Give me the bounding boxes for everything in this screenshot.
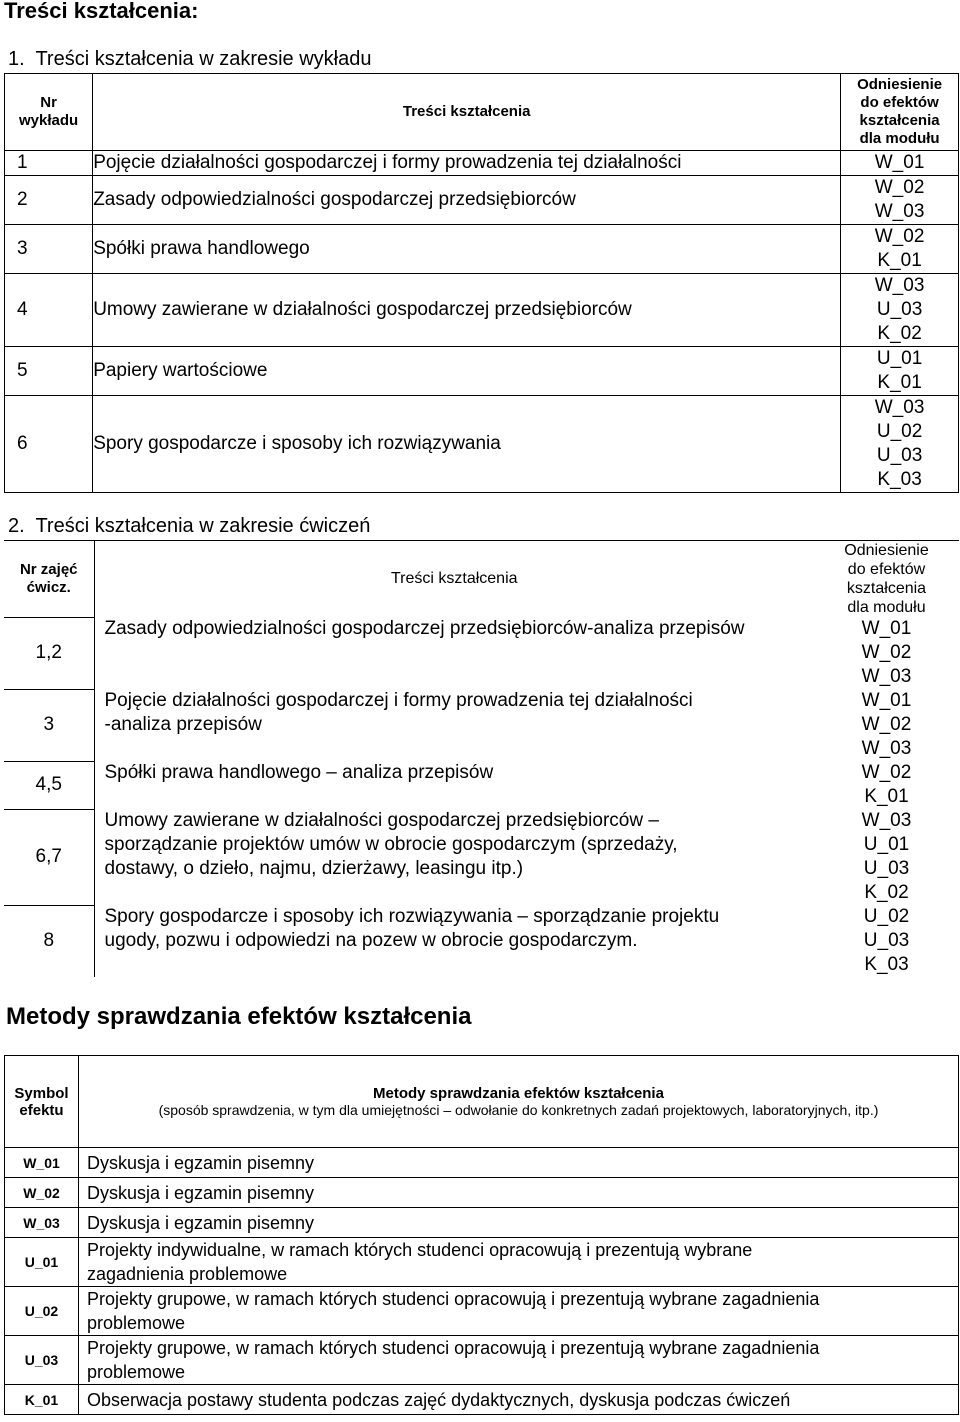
exercises-table bbox=[4, 540, 959, 977]
lecture-code: U_03 bbox=[876, 445, 923, 466]
lecture-row bbox=[5, 151, 959, 176]
exercise-code: W_03 bbox=[861, 666, 912, 687]
method-text-line: Projekty indywidualne, w ramach których studenci opracowują i prezentują wybrane bbox=[86, 1240, 753, 1260]
lecture-code: W_02 bbox=[874, 177, 925, 198]
method-row bbox=[5, 1208, 959, 1238]
exercises-col-content: Treści kształcenia bbox=[390, 570, 518, 587]
exercise-content-line: Umowy zawierane w działalności gospodarczej przedsiębiorców – bbox=[104, 810, 659, 831]
exercises-col-nr-line: ćwicz. bbox=[26, 578, 71, 596]
exercise-code: W_03 bbox=[861, 738, 912, 759]
lectures-heading-text: Treści kształcenia w zakresie wykładu bbox=[35, 48, 372, 70]
exercises-heading-number: 2. bbox=[8, 515, 25, 537]
method-text-line: Dyskusja i egzamin pisemny bbox=[86, 1212, 315, 1233]
exercise-codes bbox=[814, 617, 959, 689]
exercise-content bbox=[94, 905, 814, 977]
method-text bbox=[78, 1208, 958, 1238]
exercise-content bbox=[94, 617, 814, 689]
lecture-code: K_03 bbox=[877, 469, 922, 490]
exercises-heading-text: Treści kształcenia w zakresie ćwiczeń bbox=[35, 515, 371, 537]
lectures-col-ref-line: kształcenia bbox=[859, 112, 940, 129]
exercise-codes bbox=[814, 905, 959, 977]
exercise-row bbox=[4, 617, 959, 689]
methods-col-symbol-line: efektu bbox=[19, 1101, 64, 1119]
exercise-codes bbox=[814, 809, 959, 905]
lecture-code: W_03 bbox=[874, 201, 925, 222]
exercise-code: W_03 bbox=[861, 810, 912, 831]
method-text-line: Obserwacja postawy studenta podczas zajęć dydaktycznych, dyskusja podczas ćwiczeń bbox=[86, 1389, 791, 1410]
exercise-row bbox=[4, 809, 959, 905]
lecture-row bbox=[5, 347, 959, 396]
lecture-content: Umowy zawierane w działalności gospodarczej przedsiębiorców bbox=[93, 274, 841, 347]
method-text-line: Projekty grupowe, w ramach których studenci opracowują i prezentują wybrane zagadnienia bbox=[86, 1338, 820, 1358]
method-symbol: K_01 bbox=[5, 1385, 79, 1415]
lecture-nr: 6 bbox=[5, 396, 93, 493]
lectures-col-content: Treści kształcenia bbox=[93, 74, 841, 151]
lecture-codes bbox=[841, 151, 959, 176]
methods-col-header bbox=[78, 1056, 958, 1148]
method-text-line: problemowe bbox=[86, 1313, 186, 1333]
exercise-codes bbox=[814, 761, 959, 809]
methods-col-title: Metody sprawdzania efektów kształcenia bbox=[373, 1085, 664, 1102]
method-text-line: problemowe bbox=[86, 1362, 186, 1382]
lecture-content: Papiery wartościowe bbox=[93, 347, 841, 396]
exercise-code: U_01 bbox=[863, 834, 910, 855]
exercise-content-line: -analiza przepisów bbox=[104, 714, 262, 735]
method-symbol: W_01 bbox=[5, 1148, 79, 1178]
methods-col-symbol bbox=[5, 1056, 79, 1148]
methods-heading: Metody sprawdzania efektów kształcenia bbox=[6, 1003, 472, 1030]
exercise-nr: 8 bbox=[4, 905, 94, 977]
method-row bbox=[5, 1238, 959, 1287]
lecture-code: U_03 bbox=[876, 299, 923, 320]
method-text-line: zagadnienia problemowe bbox=[86, 1264, 288, 1284]
lecture-codes bbox=[841, 176, 959, 225]
lecture-content: Spory gospodarcze i sposoby ich rozwiązywania bbox=[93, 396, 841, 493]
exercise-content-line: Spory gospodarcze i sposoby ich rozwiązywania – sporządzanie projektu bbox=[104, 906, 720, 927]
exercise-content-line: Spółki prawa handlowego – analiza przepisów bbox=[104, 762, 494, 783]
methods-col-subtitle: (sposób sprawdzenia, w tym dla umiejętności – odwołanie do konkretnych zadań projektowych, laboratoryjnych, itp.) bbox=[158, 1102, 879, 1118]
lecture-nr: 4 bbox=[5, 274, 93, 347]
method-row bbox=[5, 1178, 959, 1208]
lecture-content: Pojęcie działalności gospodarczej i formy prowadzenia tej działalności bbox=[93, 151, 841, 176]
lecture-code: W_03 bbox=[874, 397, 925, 418]
lectures-heading-number: 1. bbox=[8, 48, 25, 70]
exercises-col-nr bbox=[4, 541, 94, 618]
lectures-col-ref bbox=[841, 74, 959, 151]
exercise-code: W_02 bbox=[861, 714, 912, 735]
lecture-codes bbox=[841, 274, 959, 347]
exercise-code: W_02 bbox=[861, 642, 912, 663]
method-symbol: U_01 bbox=[5, 1238, 79, 1287]
method-text bbox=[78, 1148, 958, 1178]
exercise-code: W_01 bbox=[861, 690, 912, 711]
lectures-col-ref-line: Odniesienie bbox=[857, 76, 943, 93]
lectures-table bbox=[4, 73, 959, 493]
exercises-col-ref bbox=[814, 541, 959, 618]
lectures-col-nr: Nr wykładu bbox=[5, 74, 93, 151]
lecture-nr: 1 bbox=[5, 151, 93, 176]
methods-table bbox=[4, 1055, 959, 1415]
exercise-code: U_02 bbox=[863, 906, 910, 927]
exercise-content-line: ugody, pozwu i odpowiedzi na pozew w obrocie gospodarczym. bbox=[104, 930, 638, 951]
methods-header-row bbox=[5, 1056, 959, 1148]
method-text-line: Dyskusja i egzamin pisemny bbox=[86, 1152, 315, 1173]
method-row bbox=[5, 1385, 959, 1415]
method-row bbox=[5, 1148, 959, 1178]
exercise-nr: 6,7 bbox=[4, 809, 94, 905]
lecture-row bbox=[5, 225, 959, 274]
exercises-col-ref-line: kształcenia bbox=[846, 580, 927, 597]
method-symbol: U_03 bbox=[5, 1336, 79, 1385]
lecture-code: K_02 bbox=[877, 323, 922, 344]
lecture-code: U_02 bbox=[876, 421, 923, 442]
method-text bbox=[78, 1385, 958, 1415]
lectures-heading bbox=[8, 48, 372, 71]
method-symbol: U_02 bbox=[5, 1287, 79, 1336]
method-text bbox=[78, 1238, 958, 1287]
lecture-code: K_01 bbox=[877, 250, 922, 271]
exercise-row bbox=[4, 905, 959, 977]
exercises-col-nr-line: Nr zajęć bbox=[19, 560, 78, 578]
lecture-nr: 5 bbox=[5, 347, 93, 396]
exercise-nr: 3 bbox=[4, 689, 94, 761]
lectures-header-row bbox=[5, 74, 959, 151]
page-title: Treści kształcenia: bbox=[4, 0, 199, 23]
method-text-line: Dyskusja i egzamin pisemny bbox=[86, 1182, 315, 1203]
exercise-code: W_02 bbox=[861, 762, 912, 783]
method-text bbox=[78, 1336, 958, 1385]
lecture-content: Spółki prawa handlowego bbox=[93, 225, 841, 274]
lecture-codes bbox=[841, 225, 959, 274]
lecture-code: U_01 bbox=[876, 348, 923, 369]
lecture-nr: 3 bbox=[5, 225, 93, 274]
lecture-code: W_03 bbox=[874, 275, 925, 296]
lecture-row bbox=[5, 176, 959, 225]
exercise-nr: 1,2 bbox=[4, 617, 94, 689]
exercise-content bbox=[94, 761, 814, 809]
exercise-nr: 4,5 bbox=[4, 761, 94, 809]
exercises-col-ref-line: dla modułu bbox=[847, 599, 926, 616]
exercise-code: U_03 bbox=[863, 858, 910, 879]
lecture-code: W_01 bbox=[874, 152, 925, 173]
lecture-content: Zasady odpowiedzialności gospodarczej przedsiębiorców bbox=[93, 176, 841, 225]
exercise-code: K_03 bbox=[864, 954, 909, 975]
exercises-heading bbox=[8, 515, 370, 538]
exercise-row bbox=[4, 689, 959, 761]
method-text bbox=[78, 1178, 958, 1208]
lecture-code: K_01 bbox=[877, 372, 922, 393]
method-row bbox=[5, 1287, 959, 1336]
lecture-row bbox=[5, 396, 959, 493]
lecture-nr: 2 bbox=[5, 176, 93, 225]
exercise-content-line: sporządzanie projektów umów w obrocie gospodarczym (sprzedaży, bbox=[104, 834, 678, 855]
exercise-code: U_03 bbox=[863, 930, 910, 951]
method-text bbox=[78, 1287, 958, 1336]
methods-col-symbol-line: Symbol bbox=[14, 1084, 69, 1102]
lecture-code: W_02 bbox=[874, 226, 925, 247]
exercise-codes bbox=[814, 689, 959, 761]
exercise-code: K_02 bbox=[864, 882, 909, 903]
exercise-content-line: dostawy, o dzieło, najmu, dzierżawy, leasingu itp.) bbox=[104, 858, 524, 879]
method-text-line: Projekty grupowe, w ramach których studenci opracowują i prezentują wybrane zagadnienia bbox=[86, 1289, 820, 1309]
exercise-content bbox=[94, 809, 814, 905]
exercises-col-ref-line: do efektów bbox=[847, 561, 926, 578]
exercise-content bbox=[94, 689, 814, 761]
lecture-codes bbox=[841, 347, 959, 396]
lecture-codes bbox=[841, 396, 959, 493]
exercises-header-row bbox=[4, 541, 959, 618]
exercises-col-ref-line: Odniesienie bbox=[844, 542, 929, 559]
method-symbol: W_02 bbox=[5, 1178, 79, 1208]
lectures-col-ref-line: dla modułu bbox=[859, 130, 940, 147]
exercise-content-line: Zasady odpowiedzialności gospodarczej przedsiębiorców-analiza przepisów bbox=[104, 618, 745, 639]
method-row bbox=[5, 1336, 959, 1385]
exercise-row bbox=[4, 761, 959, 809]
lectures-col-ref-line: do efektów bbox=[860, 94, 939, 111]
exercise-content-line: Pojęcie działalności gospodarczej i formy prowadzenia tej działalności bbox=[104, 690, 693, 711]
method-symbol: W_03 bbox=[5, 1208, 79, 1238]
exercise-code: W_01 bbox=[861, 618, 912, 639]
exercise-code: K_01 bbox=[864, 786, 909, 807]
lecture-row bbox=[5, 274, 959, 347]
